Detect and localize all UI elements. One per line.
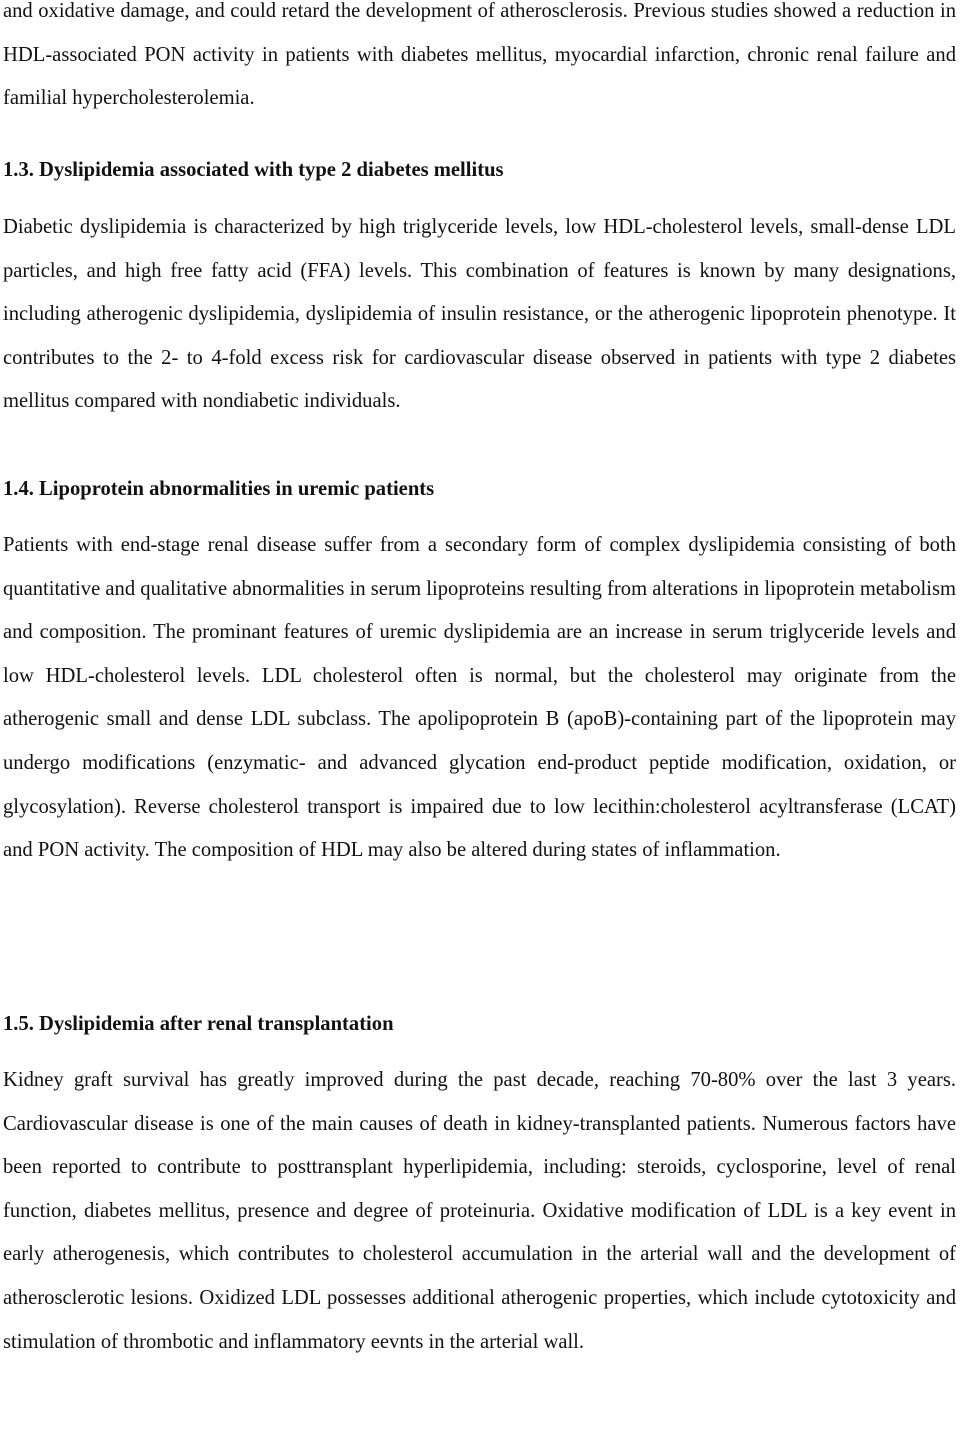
section-body-1-3: Diabetic dyslipidemia is characterized by high triglyceride levels, low HDL-cholesterol levels, small-dense LDL particles, and high free fatty acid (FFA) levels. This combination of features is known by many designations, including atherogenic dyslipidemia, dyslipidemia of insulin resistance, or the atherogenic lipoprotein phenotype. It contributes to the 2- to 4-fold excess risk for cardiovascular disease observed in patients with type 2 diabetes mellitus compared with nondiabetic individuals. [3, 216, 956, 413]
section-heading-1-5: 1.5. Dyslipidemia after renal transplantation [3, 1013, 394, 1035]
section-heading-1-4: 1.4. Lipoprotein abnormalities in uremic patients [3, 478, 435, 500]
intro-paragraph: and oxidative damage, and could retard the development of atherosclerosis. Previous studies showed a reduction in HDL-associated PON activity in patients with diabetes mellitus, myocardial infarction, chronic renal failure and familial hypercholesterolemia. [3, 0, 956, 109]
section-body-1-5: Kidney graft survival has greatly improved during the past decade, reaching 70-80% over the last 3 years. Cardiovascular disease is one of the main causes of death in kidney-transplanted patients. Numerous factors have been reported to contribute to posttransplant hyperlipidemia, including: steroids, cyclosporine, level of renal function, diabetes mellitus, presence and degree of proteinuria. Oxidative modification of LDL is a key event in early atherogenesis, which contributes to cholesterol accumulation in the arterial wall and the development of atherosclerotic lesions. Oxidized LDL possesses additional atherogenic properties, which include cytotoxicity and stimulation of thrombotic and inflammatory eevnts in the arterial wall. [3, 1069, 956, 1353]
section-body-1-4: Patients with end-stage renal disease suffer from a secondary form of complex dyslipidemia consisting of both quantitative and qualitative abnormalities in serum lipoproteins resulting from alterations in lipoprotein metabolism and composition. The prominant features of uremic dyslipidemia are an increase in serum triglyceride levels and low HDL-cholesterol levels. LDL cholesterol often is normal, but the cholesterol may originate from the atherogenic small and dense LDL subclass. The apolipoprotein B (apoB)-containing part of the lipoprotein may undergo modifications (enzymatic- and advanced glycation end-product peptide modification, oxidation, or glycosylation). Reverse cholesterol transport is impaired due to low lecithin:cholesterol acyltransferase (LCAT) and PON activity. The composition of HDL may also be altered during states of inflammation. [3, 534, 956, 862]
section-heading-1-3: 1.3. Dyslipidemia associated with type 2 diabetes mellitus [3, 159, 504, 181]
